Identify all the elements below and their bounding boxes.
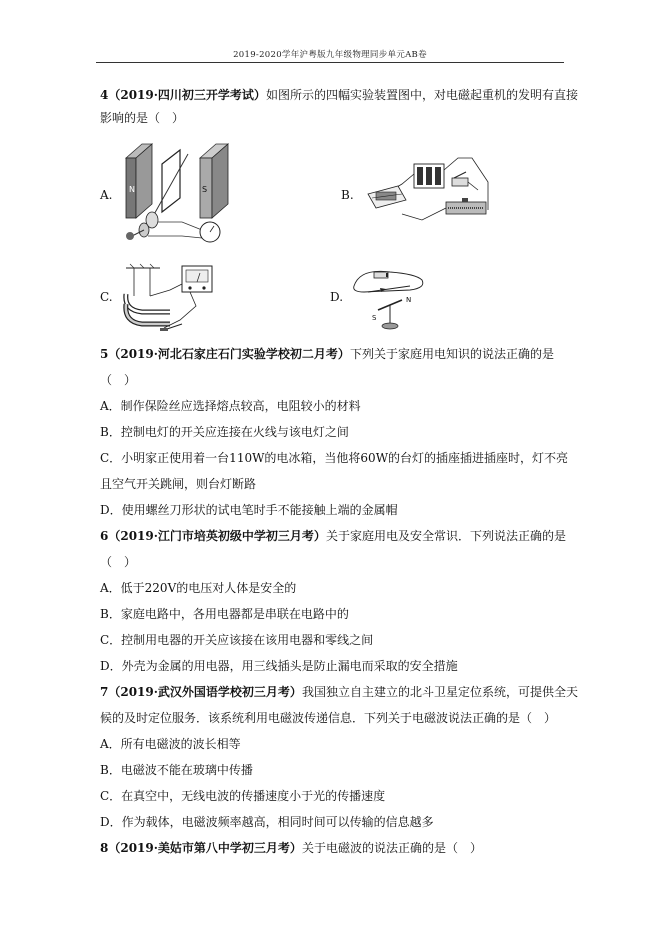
question-7-option-c: C．在真空中，无线电波的传播速度小于光的传播速度	[100, 789, 386, 803]
question-8-line-1	[100, 840, 482, 856]
question-4-line-2: 影响的是（ ）	[100, 111, 185, 125]
question-7-stem-1: 我国独立自主建立的北斗卫星定位系统，可提供全天	[301, 685, 578, 699]
question-7-option-d: D．作为载体，电磁波频率越高，相同时间可以传输的信息越多	[100, 815, 434, 829]
question-4-line-1	[100, 87, 578, 103]
question-6-option-c: C．控制用电器的开关应该接在该用电器和零线之间	[100, 633, 374, 647]
question-5-stem-1: 下列关于家庭用电知识的说法正确的是	[349, 347, 554, 361]
question-5-line-1	[100, 346, 554, 362]
question-8-number: 8	[100, 841, 109, 855]
question-5-option-d: D．使用螺丝刀形状的试电笔时手不能接触上端的金属帽	[100, 503, 398, 517]
header-rule	[96, 62, 564, 63]
question-6-stem-1: 关于家庭用电及安全常识．下列说法正确的是	[325, 529, 566, 543]
question-5-stem-2: （ ）	[100, 373, 137, 387]
fig-d-n-label: N	[406, 296, 412, 304]
question-6-number: 6	[100, 529, 109, 543]
question-5-option-c-cont: 且空气开关跳闸，则台灯断路	[100, 477, 257, 491]
question-6-line-1	[100, 528, 566, 544]
question-6-option-d: D．外壳为金属的用电器，用三线插头是防止漏电而采取的安全措施	[100, 659, 458, 673]
fig-a-n-label: N	[129, 185, 135, 194]
question-4-stem-1: 如图所示的四幅实验装置图中，对电磁起重机的发明有直接	[265, 88, 578, 102]
question-4-option-d-letter: D.	[330, 290, 344, 304]
question-5-source: （2019·河北石家庄石门实验学校初二月考）	[108, 347, 350, 361]
question-7-line-1	[100, 684, 578, 700]
figure-a-generator-experiment	[122, 140, 238, 246]
question-5-option-c: C．小明家正使用着一台110W的电冰箱，当他将60W的台灯的插座插进插座时，灯不亮	[100, 451, 569, 465]
question-4-option-b-letter: B.	[341, 188, 354, 202]
fig-d-s-label: S	[372, 314, 377, 322]
header-title: 2019-2020学年沪粤版九年级物理同步单元AB卷	[233, 50, 427, 60]
figure-b-electromagnet-circuit	[362, 150, 502, 234]
figure-c-magnet-conductor-experiment	[120, 262, 222, 334]
question-7-option-b: B．电磁波不能在玻璃中传播	[100, 763, 253, 777]
question-6-stem-2: （ ）	[100, 555, 137, 569]
question-7-number: 7	[100, 685, 109, 699]
question-5-option-b: B．控制电灯的开关应连接在火线与该电灯之间	[100, 425, 349, 439]
question-8-source: （2019·美姑市第八中学初三月考）	[108, 841, 302, 855]
question-4-option-c-letter: C.	[100, 290, 113, 304]
question-4-source: （2019·四川初三开学考试）	[108, 88, 266, 102]
question-8-stem-1: 关于电磁波的说法正确的是（ ）	[301, 841, 482, 855]
question-6-option-b: B．家庭电路中，各用电器都是串联在电路中的	[100, 607, 349, 621]
figure-d-oersted-experiment	[350, 262, 430, 334]
question-5-option-a: A．制作保险丝应选择熔点较高，电阻较小的材料	[100, 399, 361, 413]
question-7-stem-2: 候的及时定位服务．该系统利用电磁波传递信息．下列关于电磁波说法正确的是（ ）	[100, 711, 557, 725]
question-5-number: 5	[100, 347, 109, 361]
question-4-option-a-letter: A.	[100, 188, 113, 202]
question-7-source: （2019·武汉外国语学校初三月考）	[108, 685, 302, 699]
question-6-option-a: A．低于220V的电压对人体是安全的	[100, 581, 297, 595]
question-7-option-a: A．所有电磁波的波长相等	[100, 737, 241, 751]
fig-a-s-label: S	[202, 185, 208, 194]
question-4-number: 4	[100, 88, 109, 102]
question-6-source: （2019·江门市培英初级中学初三月考）	[108, 529, 326, 543]
